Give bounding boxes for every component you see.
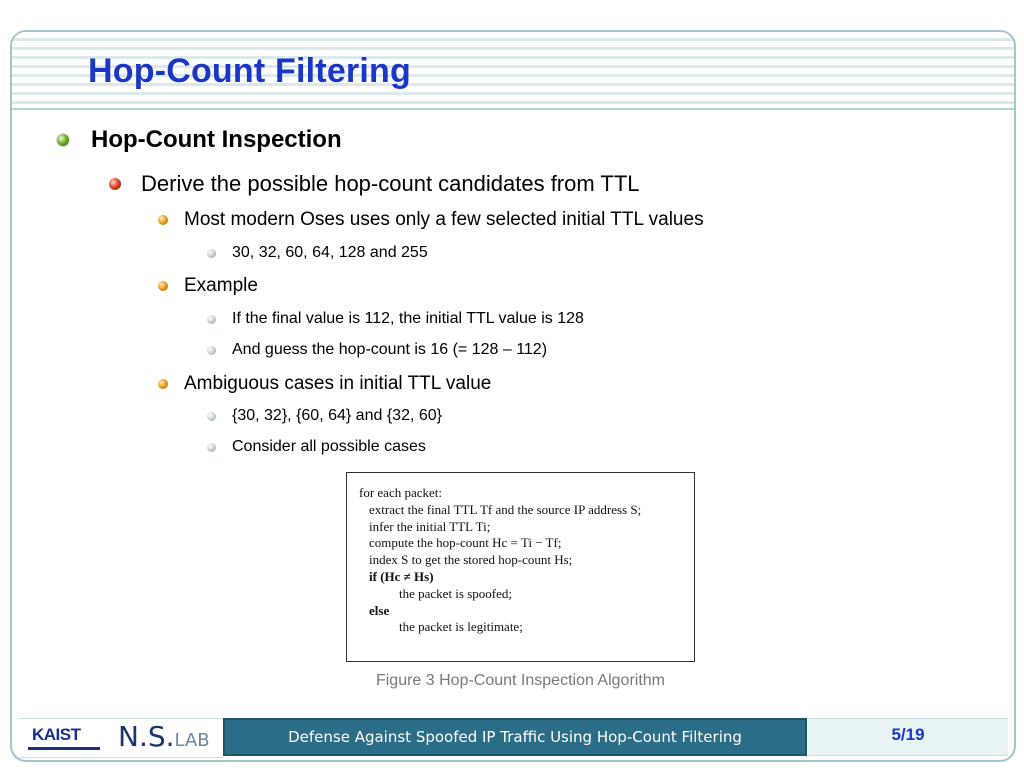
bullet-text: Ambiguous cases in initial TTL value — [184, 373, 492, 394]
gray-bullet-icon — [207, 412, 216, 421]
bullet-item — [158, 209, 704, 231]
footer-logo — [18, 718, 223, 758]
lab-logo-text: LAB — [174, 730, 210, 751]
code-line: else — [369, 602, 390, 618]
gray-bullet-icon — [207, 249, 216, 258]
footer — [12, 718, 1014, 762]
bullet-item — [207, 310, 584, 328]
code-line: extract the final TTL Tf and the source IP address S; — [369, 501, 642, 517]
kaist-logo: KAIST — [32, 725, 81, 744]
slide-title: Hop-Count Filtering — [88, 52, 411, 90]
bullet-item — [207, 438, 426, 456]
orange-bullet-icon — [158, 379, 168, 389]
bullet-text: And guess the hop-count is 16 (= 128 – 112) — [232, 341, 548, 358]
orange-bullet-icon — [158, 215, 168, 225]
code-line: compute the hop-count Hc = Ti − Tf; — [369, 535, 562, 551]
code-line: infer the initial TTL Ti; — [369, 518, 491, 534]
bullet-text: Hop-Count Inspection — [91, 126, 342, 153]
code-line: if (Hc ≠ Hs) — [369, 568, 434, 584]
code-line: for each packet: — [359, 485, 443, 500]
bullet-text: {30, 32}, {60, 64} and {32, 60} — [232, 407, 442, 424]
bullet-item — [207, 341, 547, 359]
green-bullet-icon — [57, 134, 69, 146]
footer-presentation-title: Defense Against Spoofed IP Traffic Using Hop-Count Filtering — [223, 718, 807, 756]
bullet-text: 30, 32, 60, 64, 128 and 255 — [232, 244, 428, 261]
bullet-text: Consider all possible cases — [232, 438, 426, 455]
figure-caption: Figure 3 Hop-Count Inspection Algorithm — [375, 672, 666, 689]
bullet-text: If the final value is 112, the initial TTL value is 128 — [232, 310, 584, 327]
bullet-item — [207, 407, 442, 425]
ns-lab-logo — [118, 720, 210, 753]
bullet-text: Example — [184, 275, 258, 296]
bullet-text: Derive the possible hop-count candidates from TTL — [141, 171, 640, 196]
page-number: 5/19 — [808, 718, 1008, 756]
gray-bullet-icon — [207, 346, 216, 355]
red-bullet-icon — [109, 178, 121, 190]
slide-frame — [10, 30, 1016, 762]
code-line: the packet is spoofed; — [399, 585, 512, 601]
gray-bullet-icon — [207, 315, 216, 324]
bullet-item — [57, 126, 342, 154]
bullet-item — [207, 244, 428, 262]
code-line: index S to get the stored hop-count Hs; — [369, 552, 573, 568]
kaist-logo-underline — [28, 747, 100, 750]
algorithm-figure — [346, 472, 695, 662]
bullet-item — [158, 275, 258, 297]
gray-bullet-icon — [207, 443, 216, 452]
bullet-item — [158, 373, 491, 395]
orange-bullet-icon — [158, 281, 168, 291]
ns-logo-text: N.S. — [118, 720, 175, 753]
title-bar — [12, 32, 1014, 110]
code-line: the packet is legitimate; — [399, 619, 523, 635]
bullet-text: Most modern Oses uses only a few selected initial TTL values — [184, 209, 704, 230]
bullet-item — [109, 171, 640, 197]
